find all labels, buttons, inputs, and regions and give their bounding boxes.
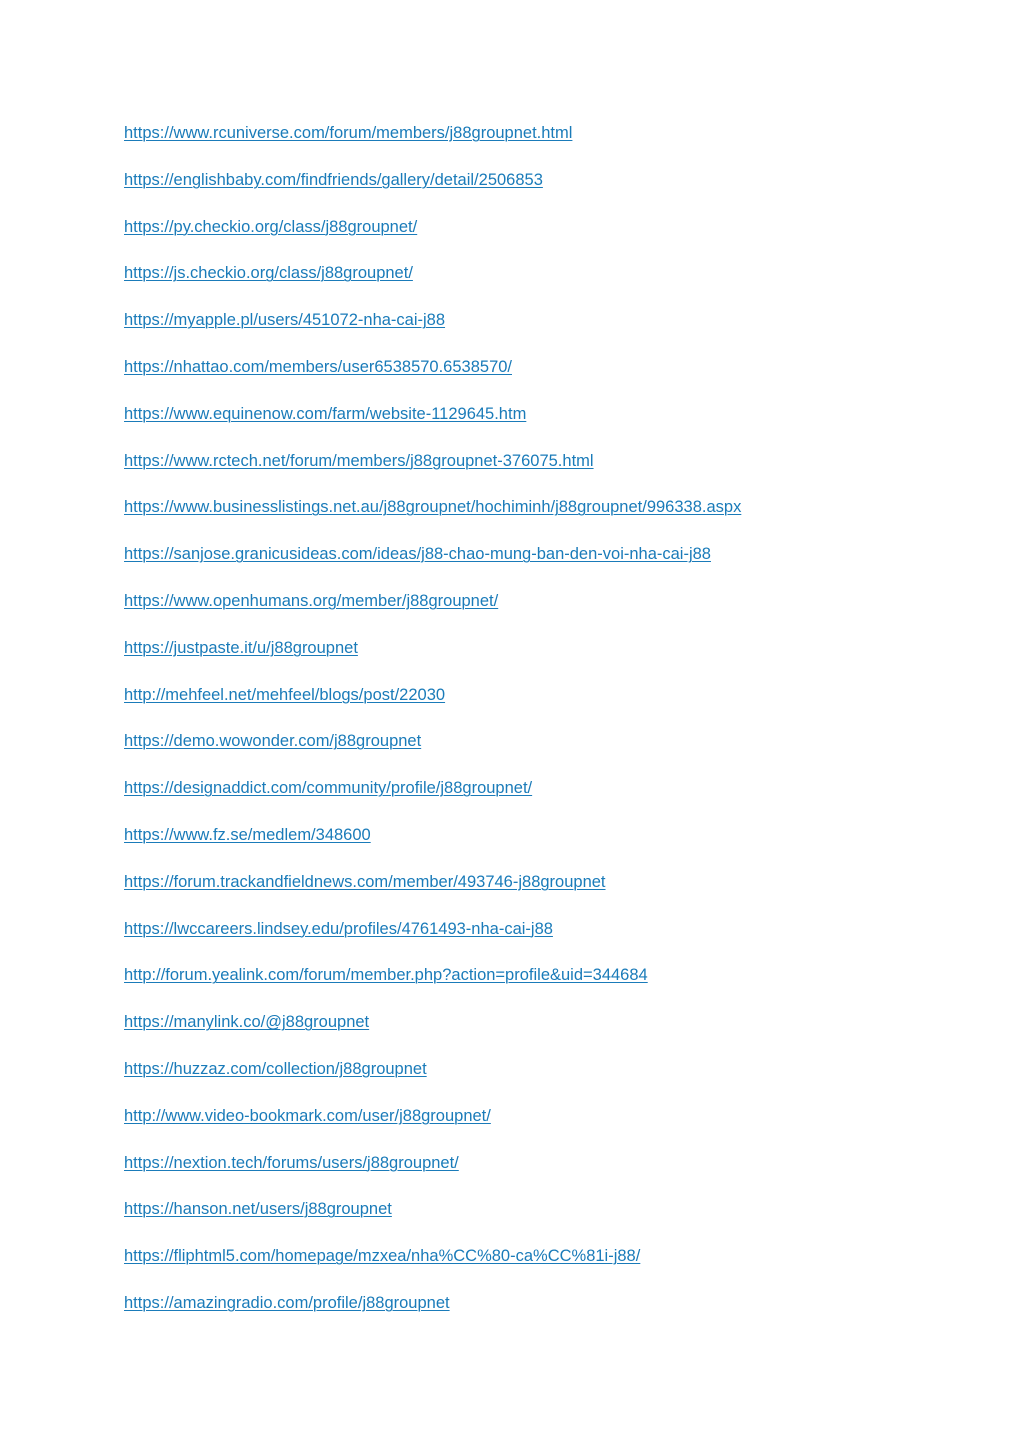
list-item	[124, 776, 741, 823]
list-item	[124, 308, 741, 355]
list-item	[124, 449, 741, 496]
link[interactable]: https://amazingradio.com/profile/j88groupnet	[124, 1293, 450, 1312]
link-list	[124, 121, 741, 1338]
link[interactable]: https://designaddict.com/community/profile/j88groupnet/	[124, 779, 533, 798]
link[interactable]: https://nhattao.com/members/user6538570.6538570/	[124, 357, 512, 376]
link[interactable]: https://justpaste.it/u/j88groupnet	[124, 638, 358, 657]
link[interactable]: http://www.video-bookmark.com/user/j88groupnet/	[124, 1106, 491, 1125]
list-item	[124, 917, 741, 964]
link[interactable]: https://myapple.pl/users/451072-nha-cai-j88	[124, 311, 446, 330]
list-item	[124, 168, 741, 215]
list-item	[124, 729, 741, 776]
link[interactable]: https://py.checkio.org/class/j88groupnet/	[124, 217, 418, 236]
list-item	[124, 402, 741, 449]
list-item	[124, 823, 741, 870]
link[interactable]: https://sanjose.granicusideas.com/ideas/j88-chao-mung-ban-den-voi-nha-cai-j88	[124, 545, 711, 564]
link[interactable]: https://forum.trackandfieldnews.com/member/493746-j88groupnet	[124, 872, 606, 891]
link[interactable]: https://js.checkio.org/class/j88groupnet/	[124, 264, 413, 283]
list-item	[124, 1197, 741, 1244]
link[interactable]: http://mehfeel.net/mehfeel/blogs/post/22030	[124, 685, 446, 704]
link[interactable]: https://huzzaz.com/collection/j88groupnet	[124, 1059, 427, 1078]
list-item	[124, 1291, 741, 1338]
link[interactable]: https://www.fz.se/medlem/348600	[124, 825, 371, 844]
list-item	[124, 1151, 741, 1198]
list-item	[124, 261, 741, 308]
list-item	[124, 683, 741, 730]
list-item	[124, 1244, 741, 1291]
list-item	[124, 589, 741, 636]
link[interactable]: https://hanson.net/users/j88groupnet	[124, 1200, 392, 1219]
list-item	[124, 1104, 741, 1151]
list-item	[124, 636, 741, 683]
link[interactable]: https://fliphtml5.com/homepage/mzxea/nha%CC%80-ca%CC%81i-j88/	[124, 1247, 641, 1266]
list-item	[124, 355, 741, 402]
link[interactable]: https://www.businesslistings.net.au/j88groupnet/hochiminh/j88groupnet/996338.aspx	[124, 498, 742, 517]
link[interactable]: https://nextion.tech/forums/users/j88groupnet/	[124, 1153, 459, 1172]
link[interactable]: https://www.equinenow.com/farm/website-1129645.htm	[124, 404, 527, 423]
list-item	[124, 215, 741, 262]
link[interactable]: https://demo.wowonder.com/j88groupnet	[124, 732, 422, 751]
link[interactable]: https://manylink.co/@j88groupnet	[124, 1013, 370, 1032]
link[interactable]: https://www.rctech.net/forum/members/j88groupnet-376075.html	[124, 451, 594, 470]
link[interactable]: https://www.openhumans.org/member/j88groupnet/	[124, 591, 499, 610]
list-item	[124, 121, 741, 168]
list-item	[124, 870, 741, 917]
link[interactable]: https://lwccareers.lindsey.edu/profiles/4761493-nha-cai-j88	[124, 919, 553, 938]
list-item	[124, 542, 741, 589]
list-item	[124, 1057, 741, 1104]
link[interactable]: https://www.rcuniverse.com/forum/members/j88groupnet.html	[124, 124, 573, 142]
list-item	[124, 495, 741, 542]
link[interactable]: https://englishbaby.com/findfriends/gallery/detail/2506853	[124, 170, 543, 189]
link[interactable]: http://forum.yealink.com/forum/member.php?action=profile&uid=344684	[124, 966, 648, 985]
list-item	[124, 1010, 741, 1057]
list-item	[124, 963, 741, 1010]
